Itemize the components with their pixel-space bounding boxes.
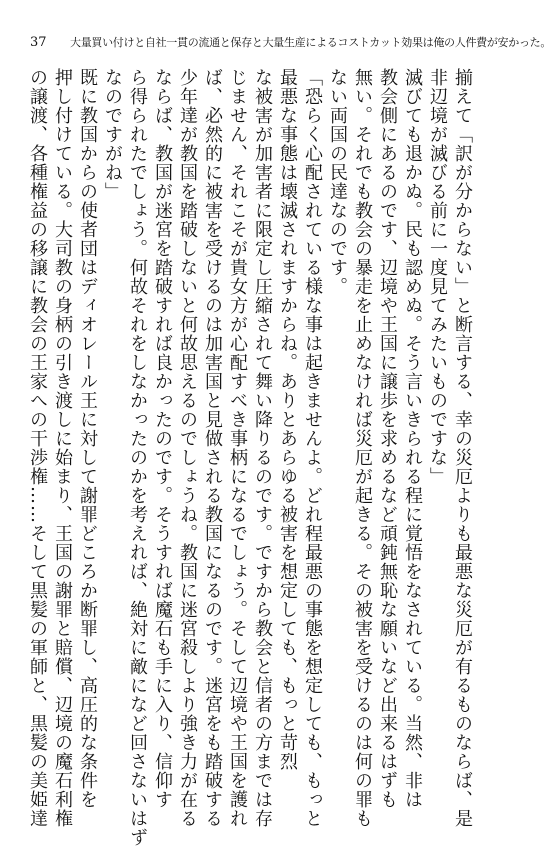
text-column: ならば、教国が迷宮を踏破すれば良かったのです。そうすれば魔石も手に入り、信仰す: [152, 68, 173, 809]
text-column: 揃えて「訳が分からない」と断言する、幸の災厄よりも最悪な災厄が有るものならば、是: [452, 68, 473, 828]
text-column: 「恐らく心配されている様な事は起きませんよ。どれ程最悪の事態を想定しても、もっと: [302, 68, 323, 828]
text-column: 滅びても退かぬ。民も認めぬ。そう言いきられる程に覚悟をなされている。当然、非は: [402, 68, 423, 809]
text-column: 教会側にあるのです、辺境や王国に譲歩を求めるなど頑鈍無恥な願いなど出来るはずも: [377, 68, 398, 809]
text-column: の譲渡、各種権益の移譲に教会の王家への干渉権……そして黒髪の軍師と、黒髪の美姫達: [27, 68, 48, 828]
text-column: ば、必然的に被害を受けるのは加害国と見做される教国になるのです。迷宮をも踏破する: [202, 68, 223, 828]
running-header: 大量買い付けと自社一貫の流通と保存と大量生産によるコストカット効果は俺の人件費が安かった。: [70, 36, 551, 49]
text-column: ない両国の民達なのです。: [327, 68, 348, 296]
text-column: 既に教国からの使者団はディオレール王に対して謝罪どころか断罪し、高圧的な条件を: [77, 68, 98, 809]
text-column: ら得られたでしょう。何故それをしなかったのかを考えれば、絶対に敵になど回さないはず: [127, 68, 148, 847]
text-column: 無い。それでも教会の暴走を止めなければ災厄が起きる。その被害を受けるのは何の罪も: [352, 68, 373, 828]
page-number: 37: [30, 35, 47, 50]
text-column: なのですがね」: [102, 68, 123, 201]
text-column: じません、それこそが貴女方が心配すべき事柄になるでしょう。そして辺境や王国を護れ: [227, 68, 248, 828]
text-column: 押し付けている。大司教の身柄の引き渡しに始まり、王国の謝罪と賠償、辺境の魔石利権: [52, 68, 73, 828]
text-column: な被害が加害者に限定し圧縮されて舞い降りるのです。ですから教会と信者の方までは存: [252, 68, 273, 828]
body-text: [27, 68, 473, 847]
text-column: 最悪な事態は壊滅されますからね。ありとあらゆる被害を想定しても、もっと苛烈: [277, 68, 298, 771]
text-column: 非辺境が滅びる前に一度見てみたいものですな」: [427, 68, 448, 486]
text-column: 少年達が教国を踏破しないと何故思えるのでしょうね。教国に迷宮殺しより強き力が在る: [177, 68, 198, 828]
